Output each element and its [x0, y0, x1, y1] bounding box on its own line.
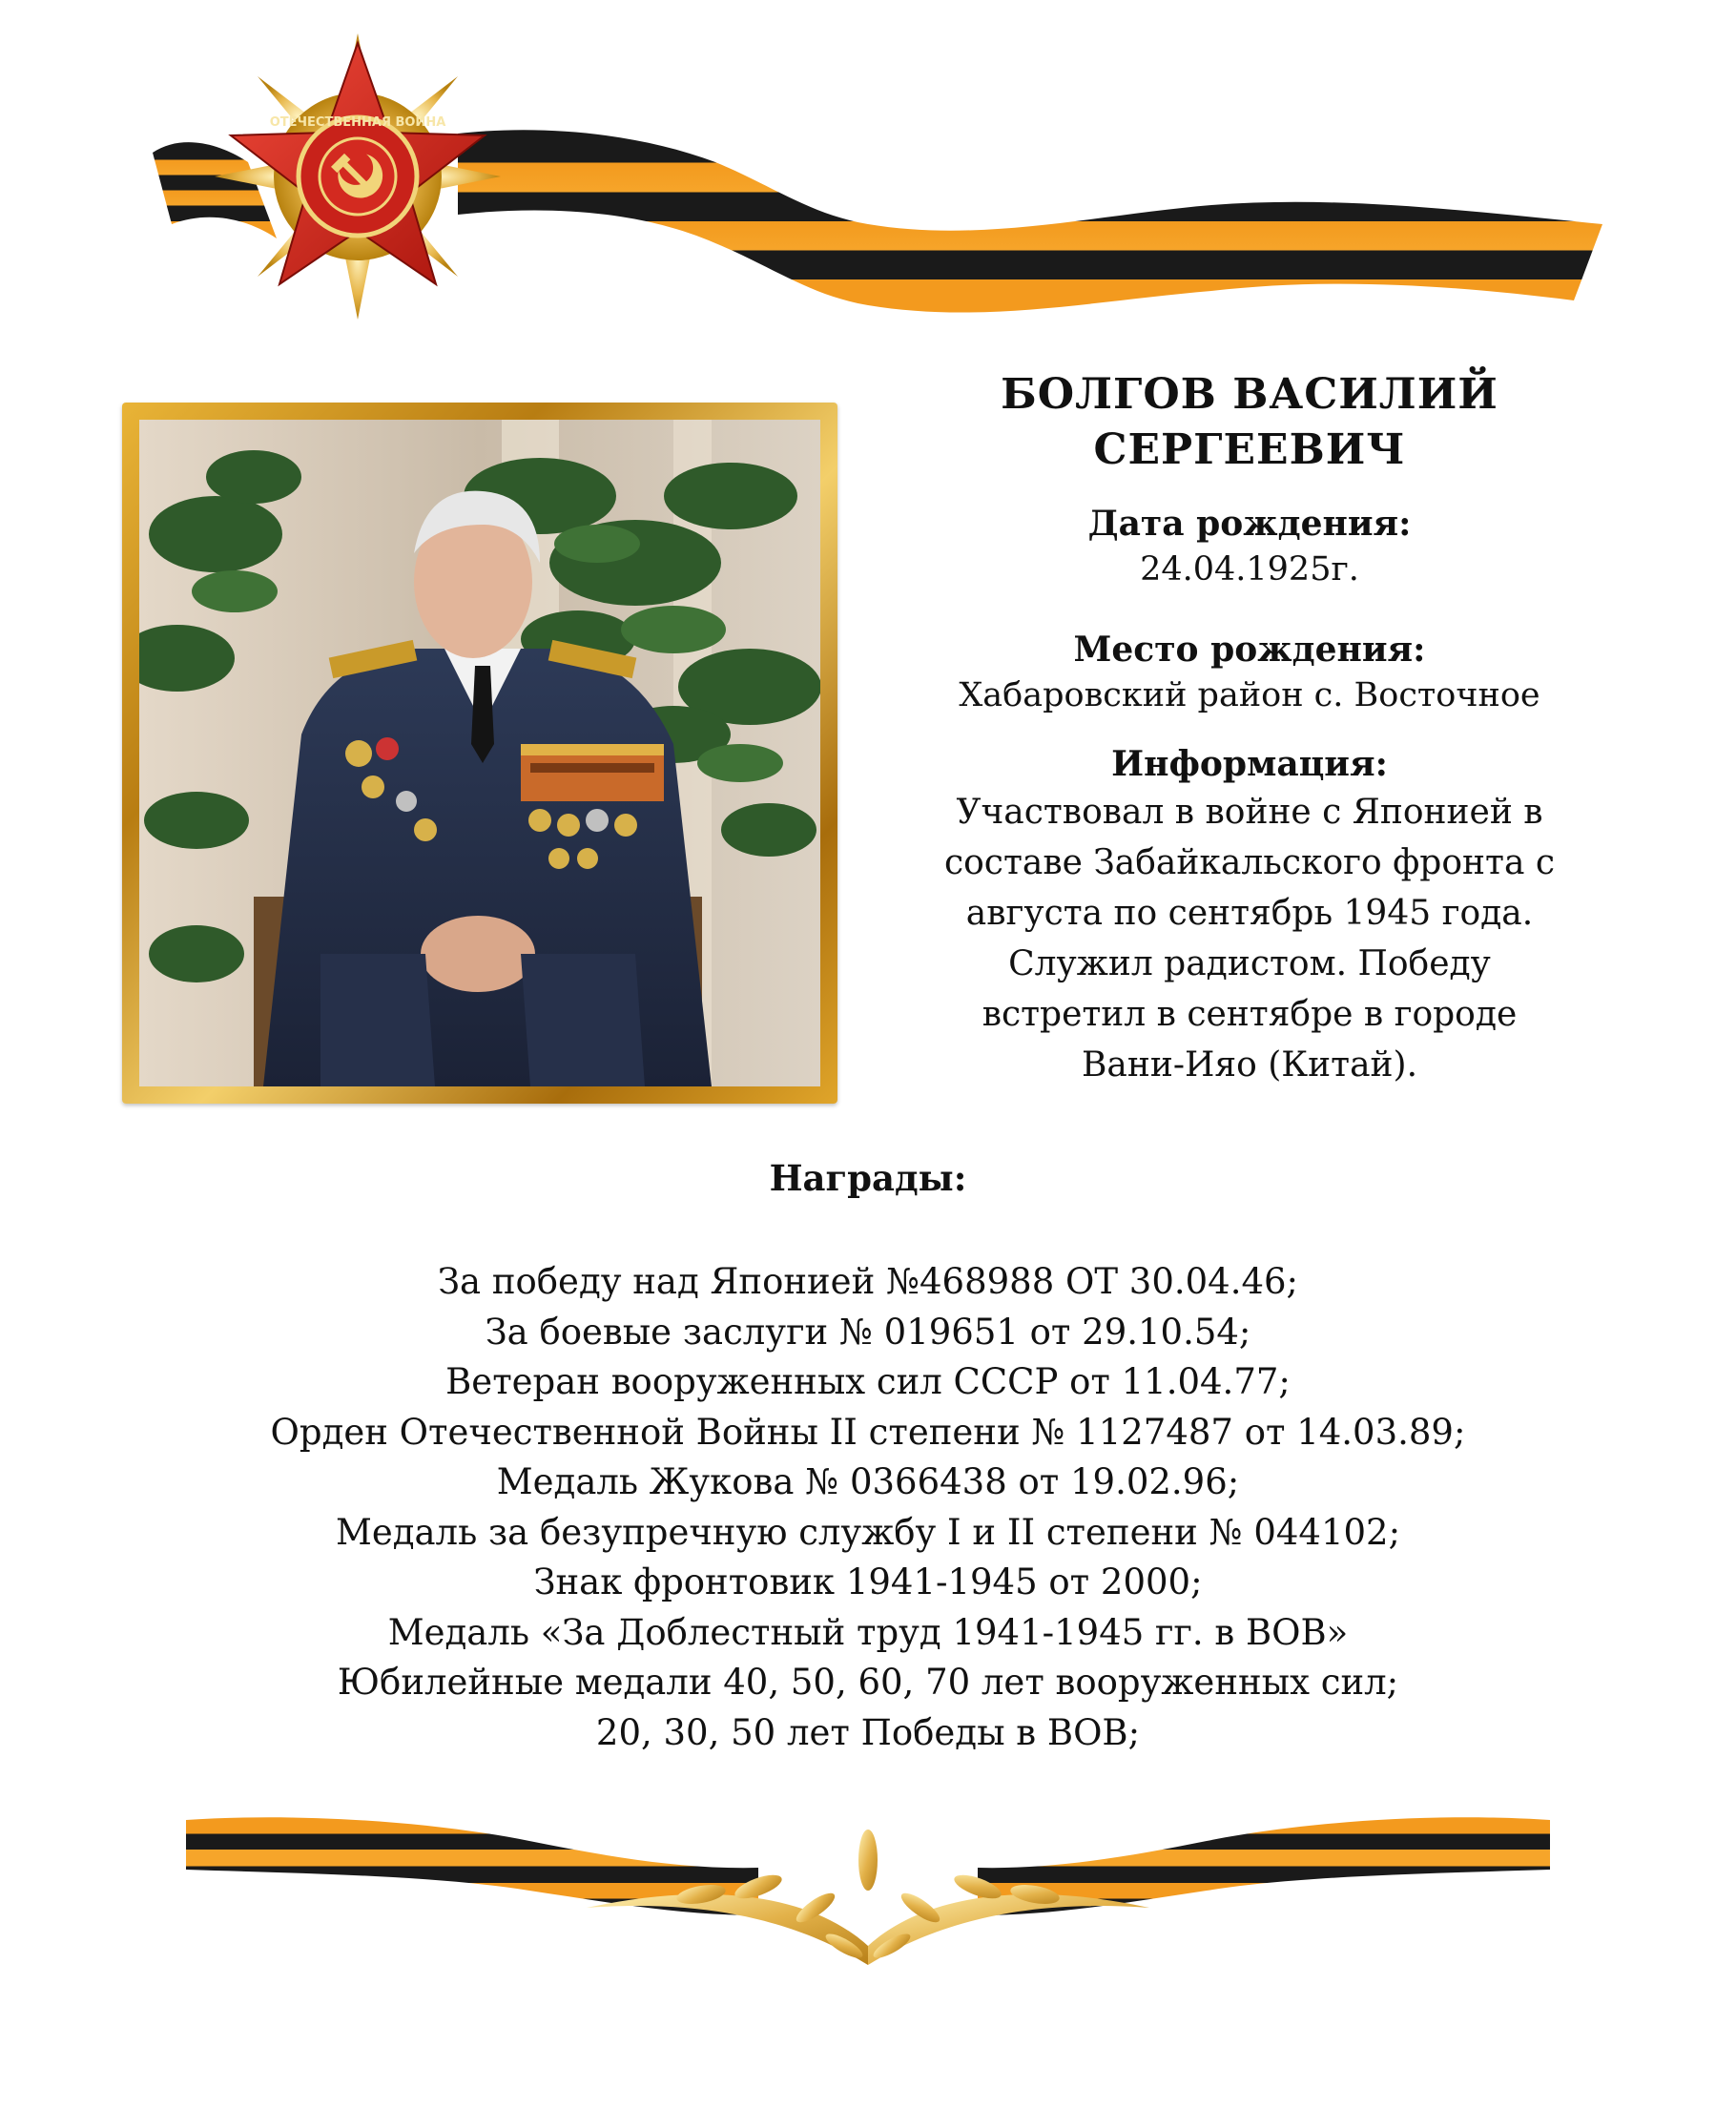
award-item: 20, 30, 50 лет Победы в ВОВ; — [595, 1711, 1141, 1753]
information-line: составе Забайкальского фронта с — [943, 843, 1556, 882]
award-item: Знак фронтовик 1941-1945 от 2000; — [533, 1561, 1203, 1602]
birth-place-label: Место рождения: — [1073, 630, 1426, 670]
awards-list — [0, 1257, 1736, 1758]
ribbon-and-laurel-decoration — [186, 1803, 1550, 1975]
award-item: Орден Отечественной Войны II степени № 1127487 от 14.03.89; — [270, 1411, 1466, 1453]
information-line: Вани-Ияо (Китай). — [1081, 1045, 1418, 1085]
portrait-photo — [139, 420, 820, 1086]
award-item: Медаль Жукова № 0366438 от 19.02.96; — [496, 1461, 1240, 1502]
order-emblem-and-ribbon — [143, 19, 1612, 334]
emblem-ring-text: ОТЕЧЕСТВЕННАЯ ВОЙНА — [269, 115, 446, 130]
award-item: За боевые заслуги № 019651 от 29.10.54; — [485, 1311, 1251, 1353]
award-item: За победу над Японией №468988 ОТ 30.04.46; — [437, 1261, 1299, 1302]
biography-panel — [863, 367, 1636, 1090]
birth-date-value: 24.04.1925г. — [1140, 550, 1359, 589]
award-item: Медаль «За Доблестный труд 1941-1945 гг. в ВОВ» — [387, 1611, 1349, 1653]
information-line: августа по сентябрь 1945 года. — [965, 894, 1534, 933]
information-label: Информация: — [1111, 744, 1388, 784]
information-line: Служил радистом. Победу — [1008, 944, 1491, 983]
birth-date-label: Дата рождения: — [1087, 504, 1412, 544]
award-item: Медаль за безупречную службу I и II степени № 044102; — [335, 1511, 1401, 1553]
award-item: Юбилейные медали 40, 50, 60, 70 лет вооруженных сил; — [337, 1662, 1399, 1703]
person-name-line1: БОЛГОВ ВАСИЛИЙ — [1001, 370, 1498, 419]
person-name-line2: СЕРГЕЕВИЧ — [1093, 425, 1406, 474]
birth-place-value: Хабаровский район с. Восточное — [959, 676, 1540, 714]
information-line: встретил в сентябре в городе — [982, 995, 1518, 1034]
portrait-photo-frame — [122, 403, 837, 1104]
information-line: Участвовал в войне с Японией в — [956, 793, 1543, 832]
award-item: Ветеран вооруженных сил СССР от 11.04.77; — [445, 1361, 1291, 1402]
awards-heading: Награды: — [769, 1157, 967, 1199]
